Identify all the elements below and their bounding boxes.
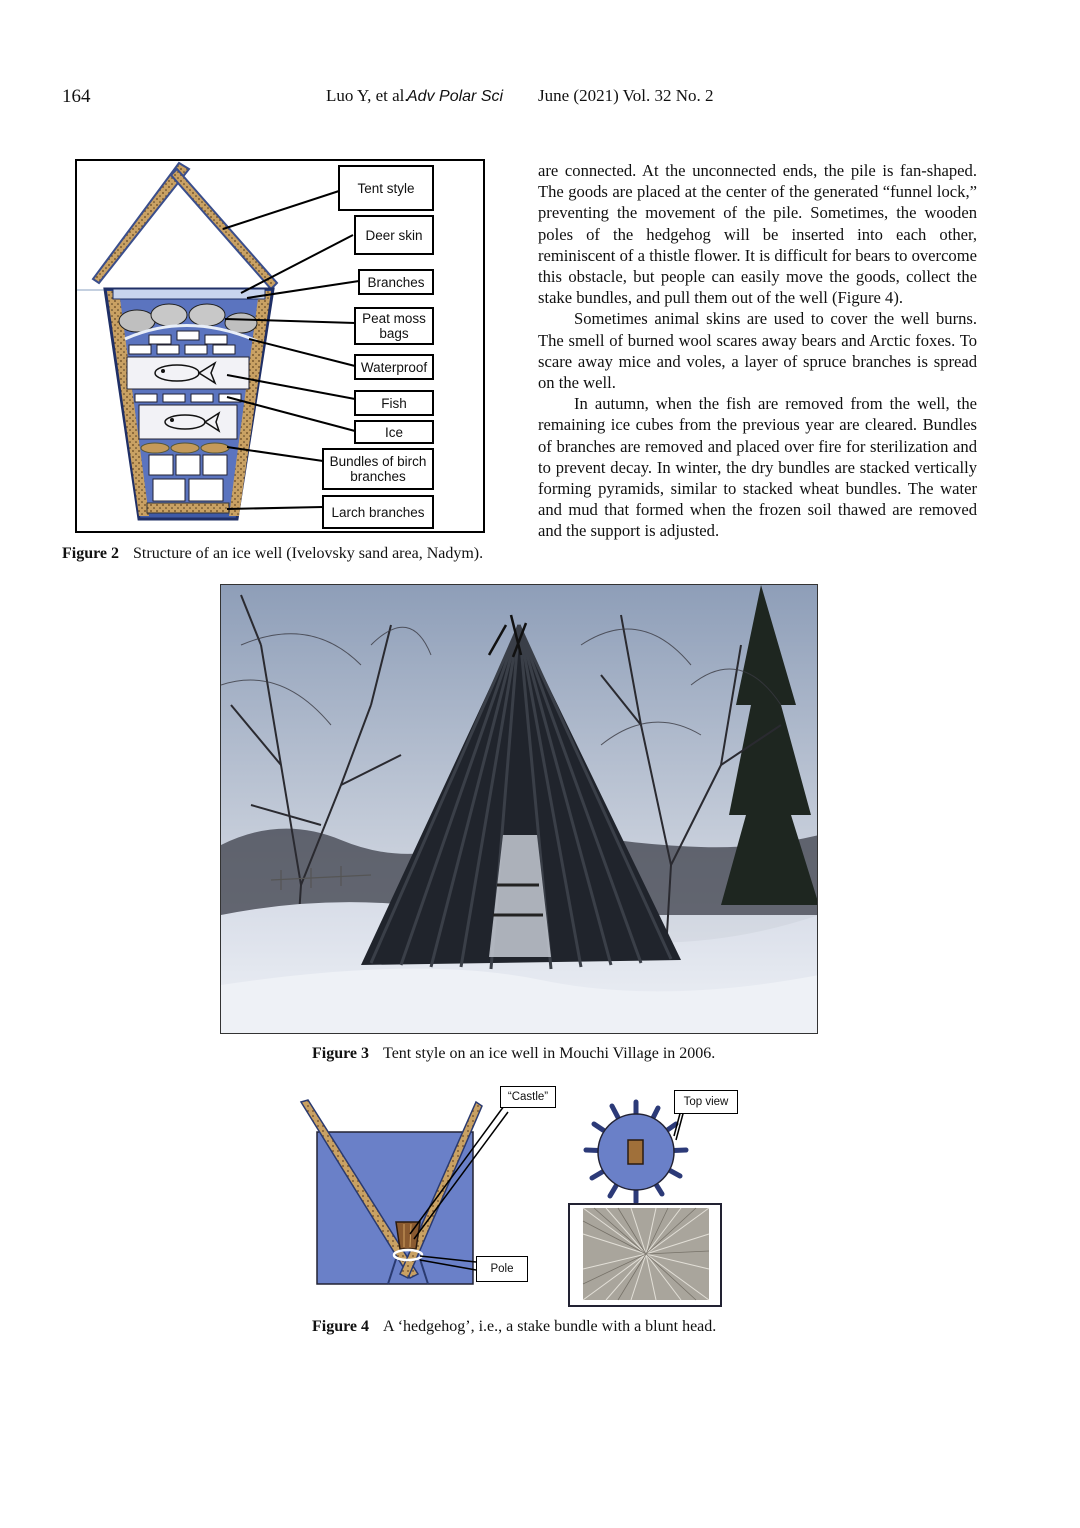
label-pole: Pole	[476, 1256, 528, 1282]
hedgehog-top-view	[586, 1102, 686, 1202]
figure2-diagram	[75, 159, 485, 533]
label-branches: Branches	[358, 269, 434, 295]
figure3-caption-label: Figure 3	[312, 1045, 370, 1062]
header-journal: Adv Polar Sci	[407, 88, 504, 105]
figure2-caption-label: Figure 2	[62, 545, 120, 562]
figure2-caption	[62, 545, 483, 563]
figure2-caption-text: Structure of an ice well (Ivelovsky sand area, Nadym).	[133, 545, 484, 562]
label-ice: Ice	[354, 420, 434, 444]
figure4-diagram	[296, 1084, 746, 1310]
tent-pole-left	[93, 163, 189, 283]
body-text-column	[538, 160, 977, 542]
label-waterproof: Waterproof	[354, 354, 434, 380]
paragraph: are connected. At the unconnected ends, the pile is fan-shaped. The goods are placed at the center of the generated “funnel lock,” preventing the movement of the pile. Sometimes, the wooden poles of the hedgehog will be inserted into each other, reminiscent of a thistle flower. It is difficult for bears to overcome this obstacle, but people can easily move the goods, collect the stake bundles, and pull them out of the well (Figure 4).	[538, 161, 977, 308]
figure3-caption-text: Tent style on an ice well in Mouchi Village in 2006.	[383, 1045, 716, 1062]
figure4-caption-text: A ‘hedgehog’, i.e., a stake bundle with a blunt head.	[383, 1318, 717, 1335]
hedgehog-photo	[583, 1208, 709, 1300]
header-authors: Luo Y, et al.	[326, 86, 409, 105]
paragraph: Sometimes animal skins are used to cover the well burns. The smell of burned wool scares away bears and Arctic foxes. To scare away mice and voles, a layer of spruce branches is spread on the well.	[538, 309, 977, 393]
label-fish: Fish	[354, 390, 434, 416]
label-castle: “Castle”	[500, 1086, 556, 1108]
label-deer-skin: Deer skin	[354, 215, 434, 255]
label-peat-moss-bags: Peat moss bags	[354, 307, 434, 345]
figure4-caption-label: Figure 4	[312, 1318, 370, 1335]
figure3-caption	[312, 1045, 715, 1063]
page-number: 164	[62, 86, 91, 107]
tent-photo-illustration	[221, 585, 818, 1034]
label-bundles-birch: Bundles of birch branches	[322, 448, 434, 490]
figure3-photo	[220, 584, 818, 1034]
header-issue: June (2021) Vol. 32 No. 2	[538, 86, 714, 105]
figure4-caption	[312, 1318, 716, 1336]
label-larch-branches: Larch branches	[322, 495, 434, 529]
paragraph: In autumn, when the fish are removed from the well, the remaining ice cubes from the previous year are cleared. Bundles of branches are removed and placed over fire for sterilization and to prevent decay. In winter, the dry bundles are stacked vertically forming pyramids, similar to stacked wheat bundles. The water and mud that formed when the frozen soil thawed are removed and the support is adjusted.	[538, 394, 977, 541]
label-top-view: Top view	[674, 1090, 738, 1114]
label-tent-style: Tent style	[338, 165, 434, 211]
